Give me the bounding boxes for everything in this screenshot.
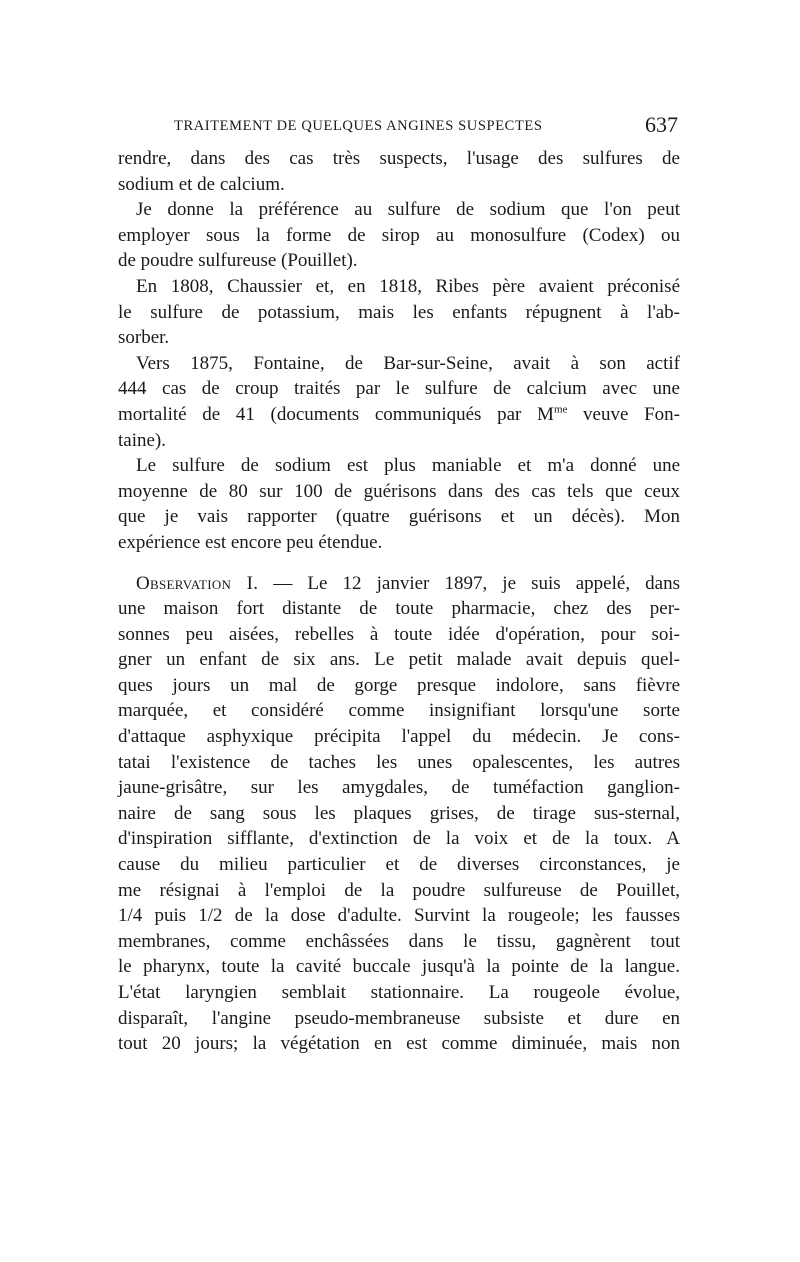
superscript-abbreviation: me — [553, 403, 568, 416]
text-line: marquée, et considéré comme insignifiant lorsqu'une sorte — [118, 700, 680, 722]
text-line: rendre, dans des cas très suspects, l'usage des sulfures de — [118, 148, 680, 169]
paragraph-sodium-results — [118, 453, 680, 555]
text-line: employer sous la forme de sirop au monosulfure (Codex) ou — [118, 224, 680, 246]
text-line-observation-start — [118, 571, 680, 597]
text-line: de poudre sulfureuse (Pouillet). — [118, 250, 358, 272]
text-line: cause du milieu particulier et de diverses circonstances, je — [118, 854, 680, 876]
observation-label: Observation I. — [136, 572, 259, 594]
text-line: sorber. — [118, 327, 170, 349]
paragraph-sodium-preference — [118, 197, 680, 274]
text-line: tatai l'existence de taches les unes opalescentes, les autres — [118, 751, 680, 773]
text-line: d'attaque asphyxique précipita l'appel du médecin. Je cons- — [118, 726, 680, 748]
text-line: membranes, comme enchâssées dans le tissu, gagnèrent tout — [118, 930, 680, 952]
text-line: En 1808, Chaussier et, en 1818, Ribes père avaient préconisé — [136, 275, 680, 297]
text-line: jaune-grisâtre, sur les amygdales, de tuméfaction ganglion- — [118, 777, 680, 799]
text-line: Je donne la préférence au sulfure de sodium que l'on peut — [136, 199, 680, 221]
text-line: le pharynx, toute la cavité buccale jusqu'à la pointe de la langue. — [118, 956, 680, 978]
text-line: le sulfure de potassium, mais les enfants répugnent à l'ab- — [118, 301, 680, 323]
text-line: d'inspiration sifflante, d'extinction de la voix et de la toux. A — [118, 828, 680, 850]
text-line: Le sulfure de sodium est plus maniable et m'a donné une — [136, 455, 680, 477]
text-line: sodium et de calcium. — [118, 173, 285, 195]
text-line: sonnes peu aisées, rebelles à toute idée d'opération, pour soi- — [118, 623, 680, 645]
text-line: me résignai à l'emploi de la poudre sulfureuse de Pouillet, — [118, 879, 680, 901]
paragraph-continuation — [118, 146, 680, 197]
text-line: moyenne de 80 sur 100 de guérisons dans des cas tels que ceux — [118, 480, 680, 502]
text-line: taine). — [118, 429, 167, 451]
text-line: naire de sang sous les plaques grises, de tirage sus-sternal, — [118, 802, 680, 824]
text-line: tout 20 jours; la végétation en est comme diminuée, mais non — [118, 1033, 680, 1055]
text-line: disparaît, l'angine pseudo-membraneuse subsiste et dure en — [118, 1007, 680, 1029]
text-line: gner un enfant de six ans. Le petit malade avait depuis quel- — [118, 649, 680, 671]
text-line-with-superscript — [118, 402, 680, 428]
text-line: que je vais rapporter (quatre guérisons et un décès). Mon — [118, 506, 680, 528]
paragraph-chaussier-ribes — [118, 274, 680, 351]
page-header — [118, 112, 680, 146]
running-head: TRAITEMENT DE QUELQUES ANGINES SUSPECTES — [174, 118, 543, 134]
section-spacer — [118, 556, 680, 571]
book-page — [118, 112, 680, 1057]
text-line: expérience est encore peu étendue. — [118, 531, 383, 553]
text-segment: — Le 12 janvier 1897, je suis appelé, dans — [258, 572, 680, 594]
text-line: une maison fort distante de toute pharmacie, chez des per- — [118, 598, 680, 620]
observation-paragraph — [118, 571, 680, 1057]
paragraph-fontaine — [118, 351, 680, 453]
text-line: L'état laryngien semblait stationnaire. La rougeole évolue, — [118, 982, 680, 1003]
text-line: ques jours un mal de gorge presque indolore, sans fièvre — [118, 674, 680, 696]
text-line: 444 cas de croup traités par le sulfure de calcium avec une — [118, 378, 680, 400]
text-segment: veuve Fon- — [567, 403, 680, 425]
text-line: Vers 1875, Fontaine, de Bar-sur-Seine, avait à son actif — [136, 352, 680, 374]
text-segment: mortalité de 41 (documents communiqués par M — [118, 403, 554, 425]
page-number: 637 — [645, 112, 678, 137]
text-line: 1/4 puis 1/2 de la dose d'adulte. Survint la rougeole; les fausses — [118, 905, 680, 927]
